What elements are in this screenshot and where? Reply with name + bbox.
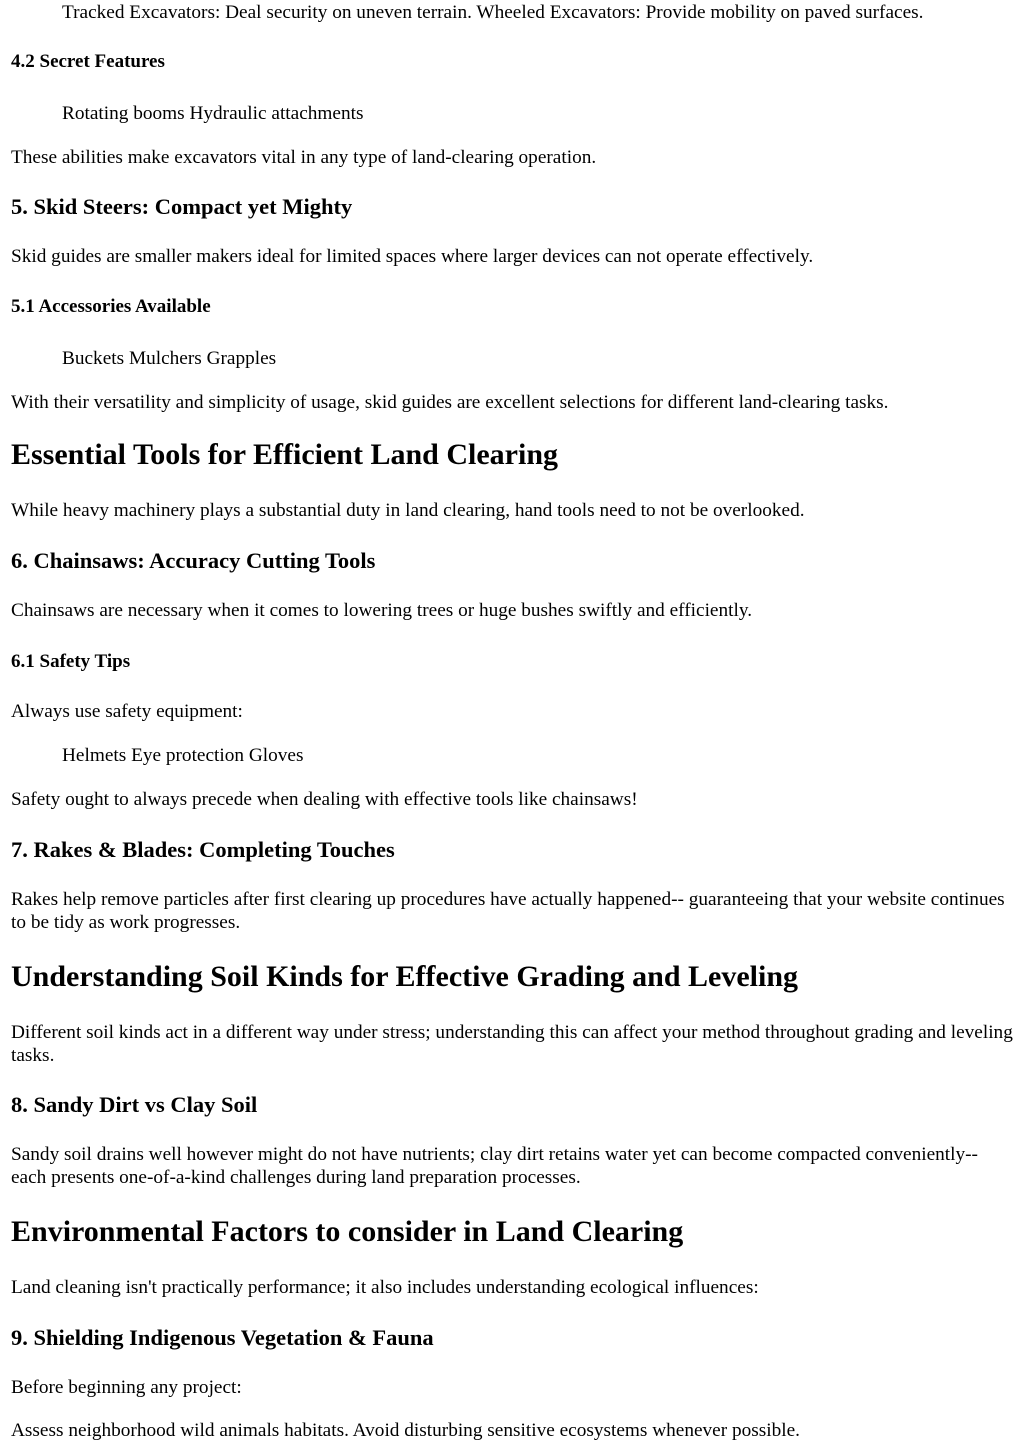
paragraph-always-use: Always use safety equipment: bbox=[11, 701, 243, 722]
paragraph-versatility: With their versatility and simplicity of usage, skid guides are excellent selections for different land-clearing tasks. bbox=[11, 392, 889, 413]
heading-accessories: 5.1 Accessories Available bbox=[11, 296, 211, 317]
paragraph-chainsaws: Chainsaws are necessary when it comes to lowering trees or huge bushes swiftly and efficiently. bbox=[11, 600, 753, 621]
paragraph-sandy-clay: Sandy soil drains well however might do not have nutrients; clay dirt retains water yet can become compacted conveniently-- each presents one-of-a-kind challenges during land preparation processes. bbox=[11, 1144, 978, 1188]
heading-soil-kinds: Understanding Soil Kinds for Effective Grading and Leveling bbox=[11, 960, 799, 993]
heading-secret-features: 4.2 Secret Features bbox=[11, 51, 165, 72]
heading-rakes: 7. Rakes & Blades: Completing Touches bbox=[11, 837, 395, 862]
paragraph-excavators-vital: These abilities make excavators vital in any type of land-clearing operation. bbox=[11, 147, 597, 168]
heading-safety-tips: 6.1 Safety Tips bbox=[11, 651, 131, 672]
paragraph-heavy-machinery: While heavy machinery plays a substantial duty in land clearing, hand tools need to not be overlooked. bbox=[11, 500, 805, 521]
paragraph-land-cleaning: Land cleaning isn't practically performance; it also includes understanding ecological influences: bbox=[11, 1277, 759, 1298]
heading-essential-tools: Essential Tools for Efficient Land Clearing bbox=[11, 438, 559, 471]
accessories-list: Buckets Mulchers Grapples bbox=[62, 348, 277, 369]
paragraph-assess: Assess neighborhood wild animals habitats. Avoid disturbing sensitive ecosystems whenever possible. bbox=[11, 1420, 801, 1441]
heading-shielding: 9. Shielding Indigenous Vegetation & Fauna bbox=[11, 1325, 434, 1350]
paragraph-soil-kinds: Different soil kinds act in a different way under stress; understanding this can affect your method throughout grading and leveling tasks. bbox=[11, 1022, 1013, 1066]
heading-environmental: Environmental Factors to consider in Land Clearing bbox=[11, 1215, 684, 1248]
secret-features-list: Rotating booms Hydraulic attachments bbox=[62, 103, 364, 124]
paragraph-before-beginning: Before beginning any project: bbox=[11, 1377, 242, 1398]
paragraph-skid-guides: Skid guides are smaller makers ideal for limited spaces where larger devices can not operate effectively. bbox=[11, 246, 814, 267]
heading-chainsaws: 6. Chainsaws: Accuracy Cutting Tools bbox=[11, 548, 376, 573]
safety-list: Helmets Eye protection Gloves bbox=[62, 745, 304, 766]
paragraph-rakes: Rakes help remove particles after first clearing up procedures have actually happened-- guaranteeing that your website continues to be tidy as work progresses. bbox=[11, 889, 1005, 933]
paragraph-safety-precede: Safety ought to always precede when dealing with effective tools like chainsaws! bbox=[11, 789, 638, 810]
heading-sandy-clay: 8. Sandy Dirt vs Clay Soil bbox=[11, 1092, 258, 1117]
heading-skid-steers: 5. Skid Steers: Compact yet Mighty bbox=[11, 194, 353, 219]
excavator-types-line: Tracked Excavators: Deal security on uneven terrain. Wheeled Excavators: Provide mobility on paved surfaces. bbox=[62, 2, 924, 23]
